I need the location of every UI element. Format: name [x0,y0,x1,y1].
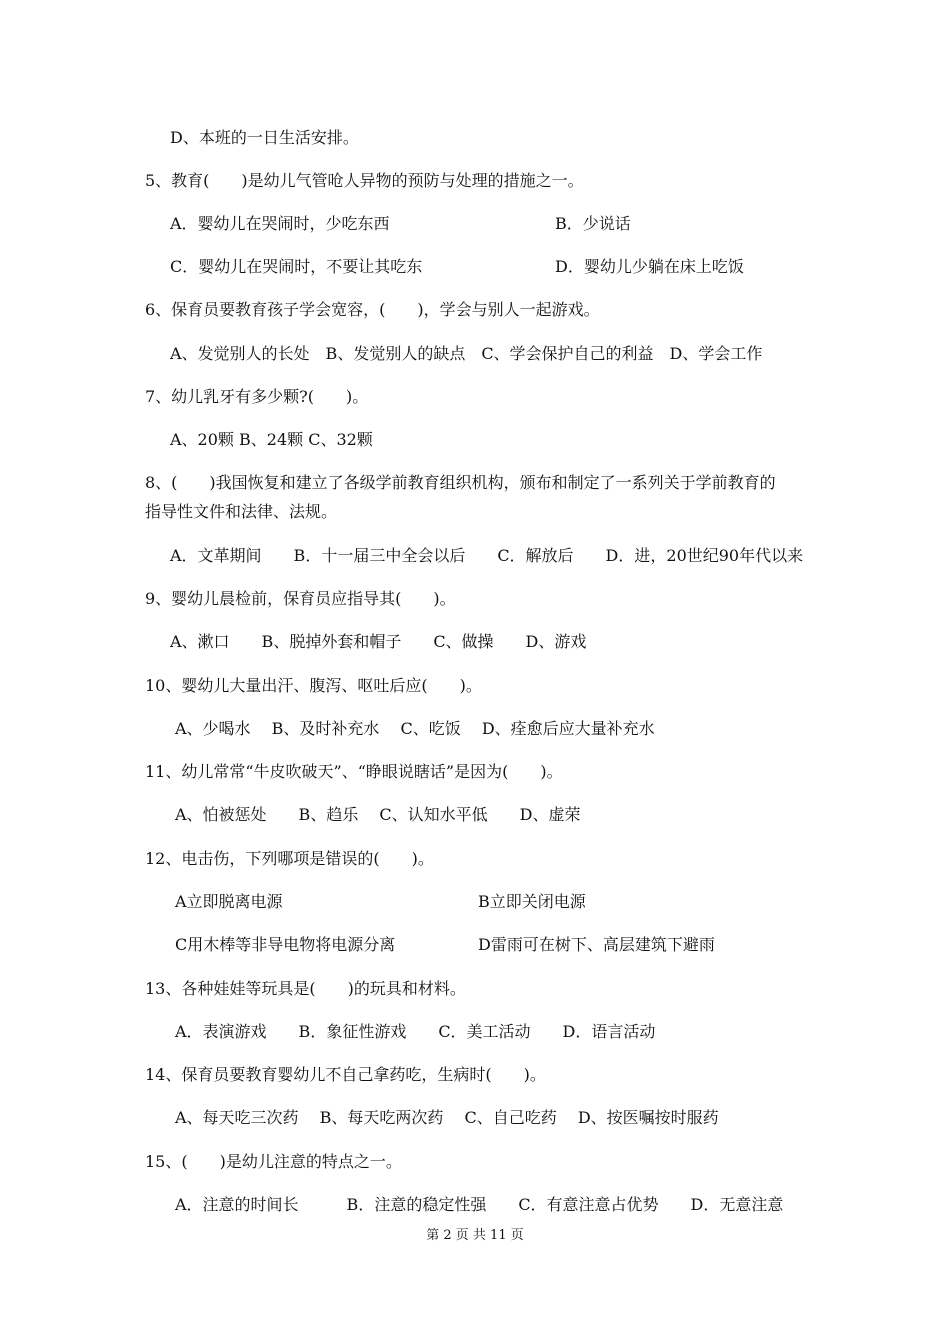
question-8: 8、( )我国恢复和建立了各级学前教育组织机构，颁布和制定了一系列关于学前教育的 [145,473,776,492]
option-line: A立即脱离电源 [175,892,283,911]
option-line: A．表演游戏 B．象征性游戏 C．美工活动 D．语言活动 [175,1022,656,1041]
question-13: 13、各种娃娃等玩具是( )的玩具和材料。 [145,979,466,998]
option-line: A、发觉别人的长处 B、发觉别人的缺点 C、学会保护自己的利益 D、学会工作 [170,344,763,363]
option-line: A、少喝水 B、及时补充水 C、吃饭 D、痊愈后应大量补充水 [175,719,655,738]
option-line: A、漱口 B、脱掉外套和帽子 C、做操 D、游戏 [170,632,587,651]
question-9: 9、婴幼儿晨检前，保育员应指导其( )。 [145,589,456,608]
option-line: A．注意的时间长 B．注意的稳定性强 C．有意注意占优势 D．无意注意 [175,1195,784,1214]
question-14: 14、保育员要教育婴幼儿不自己拿药吃，生病时( )。 [145,1065,546,1084]
question-12: 12、电击伤，下列哪项是错误的( )。 [145,849,434,868]
option-line: B立即关闭电源 [478,892,586,911]
option-line: A、怕被惩处 B、趋乐 C、认知水平低 D、虚荣 [175,805,581,824]
option-line: A．文革期间 B．十一届三中全会以后 C．解放后 D．进，20世纪90年代以来 [170,546,804,565]
option-line: D．婴幼儿少躺在床上吃饭 [555,257,744,276]
option-line: A、每天吃三次药 B、每天吃两次药 C、自己吃药 D、按医嘱按时服药 [175,1108,719,1127]
option-line: B．少说话 [555,214,631,233]
question-5: 5、教育( )是幼儿气管呛人异物的预防与处理的措施之一。 [145,171,584,190]
option-line: D、本班的一日生活安排。 [170,128,359,147]
option-line: D雷雨可在树下、高层建筑下避雨 [478,935,715,954]
option-line: C用木棒等非导电物将电源分离 [175,935,396,954]
question-8-cont: 指导性文件和法律、法规。 [145,502,338,521]
option-line: C．婴幼儿在哭闹时，不要让其吃东 [170,257,423,276]
page-footer: 第 2 页 共 11 页 [426,1228,524,1243]
option-line: A、20颗 B、24颗 C、32颗 [170,430,373,449]
question-11: 11、幼儿常常“牛皮吹破天”、“睁眼说瞎话”是因为( )。 [145,762,563,781]
question-15: 15、( )是幼儿注意的特点之一。 [145,1152,402,1171]
option-line: A．婴幼儿在哭闹时，少吃东西 [170,214,390,233]
question-6: 6、保育员要教育孩子学会宽容，( )，学会与别人一起游戏。 [145,300,600,319]
question-10: 10、婴幼儿大量出汗、腹泻、呕吐后应( )。 [145,676,482,695]
question-7: 7、幼儿乳牙有多少颗?( )。 [145,387,369,406]
